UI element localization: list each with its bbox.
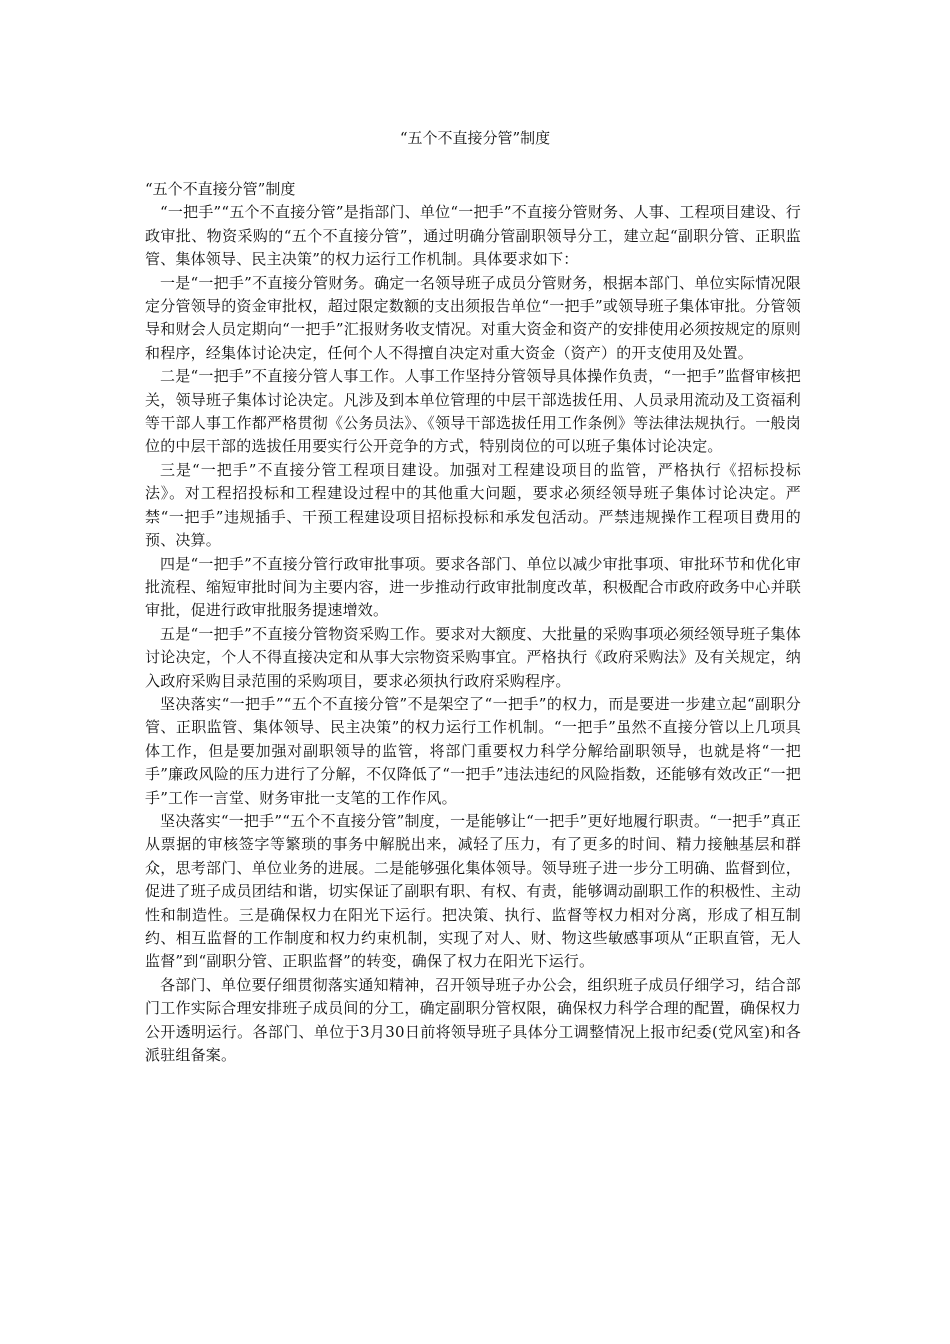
paragraph-approval: 四是“一把手”不直接分管行政审批事项。要求各部门、单位以减少审批事项、审批环节和优化审批流程、缩短审批时间为主要内容，进一步推动行政审批制度改革，积极配合市政府政务中心并联审批，促进行政审批服务提速增效。 (145, 554, 801, 620)
paragraph-personnel: 二是“一把手”不直接分管人事工作。人事工作坚持分管领导具体操作负责，“一把手”监督审核把关，领导班子集体讨论决定。凡涉及到本单位管理的中层干部选拔任用、人员录用流动及工资福利等干部人事工作都严格贯彻《公务员法》、《领导干部选拔任用工作条例》等法律法规执行。一般岗位的中层干部的选拔任用要实行公开竞争的方式，特别岗位的可以班子集体讨论决定。 (145, 367, 801, 456)
paragraph-benefits: 坚决落实“一把手”“五个不直接分管”制度，一是能够让“一把手”更好地履行职责。“一把手”真正从票据的审核签字等繁琐的事务中解脱出来，减轻了压力，有了更多的时间、精力接触基层和群众，思考部门、单位业务的进展。二是能够强化集体领导。领导班子进一步分工明确、监督到位，促进了班子成员团结和谐，切实保证了副职有职、有权、有责，能够调动副职工作的积极性、主动性和制造性。三是确保权力在阳光下运行。把决策、执行、监督等权力相对分离，形成了相互制约、相互监督的工作制度和权力约束机制，实现了对人、财、物这些敏感事项从“正职直管，无人监督”到“副职分管、正职监督”的转变，确保了权力在阳光下运行。 (145, 811, 801, 971)
paragraph-construction: 三是“一把手”不直接分管工程项目建设。加强对工程建设项目的监管，严格执行《招标投标法》。对工程招投标和工程建设过程中的其他重大问题，要求必须经领导班子集体讨论决定。严禁“一把手”违规插手、干预工程建设项目招标投标和承发包活动。严禁违规操作工程项目费用的预、决算。 (145, 460, 801, 550)
document-subtitle: “五个不直接分管”制度 (145, 180, 296, 198)
document-title: “五个不直接分管”制度 (399, 129, 551, 147)
paragraph-finance: 一是“一把手”不直接分管财务。确定一名领导班子成员分管财务，根据本部门、单位实际情况限定分管领导的资金审批权，超过限定数额的支出须报告单位“一把手”或领导班子集体审批。分管领导和财会人员定期向“一把手”汇报财务收支情况。对重大资金和资产的安排使用必须按规定的原则和程序，经集体讨论决定，任何个人不得擅自决定对重大资金（资产）的开支使用及处置。 (145, 273, 801, 362)
paragraph-intro: “一把手”“五个不直接分管”是指部门、单位“一把手”不直接分管财务、人事、工程项目建设、行政审批、物资采购的“五个不直接分管”，通过明确分管副职领导分工，建立起“副职分管、正职监管、集体领导、民主决策”的权力运行工作机制。具体要求如下： (145, 203, 801, 269)
paragraph-significance: 坚决落实“一把手”“五个不直接分管”不是架空了“一把手”的权力，而是要进一步建立起“副职分管、正职监管、集体领导、民主决策”的权力运行工作机制。“一把手”虽然不直接分管以上几项具体工作，但是要加强对副职领导的监管，将部门重要权力科学分解给副职领导，也就是将“一把手”廉政风险的压力进行了分解，不仅降低了“一把手”违法违纪的风险指数，还能够有效改正“一把手”工作一言堂、财务审批一支笔的工作作风。 (145, 694, 801, 807)
paragraph-requirements: 各部门、单位要仔细贯彻落实通知精神，召开领导班子办公会，组织班子成员仔细学习，结合部门工作实际合理安排班子成员间的分工，确定副职分管权限，确保权力科学合理的配置，确保权力公开透明运行。各部门、单位于3月30日前将领导班子具体分工调整情况上报市纪委(党风室)和各派驻组备案。 (145, 975, 801, 1065)
paragraph-procurement: 五是“一把手”不直接分管物资采购工作。要求对大额度、大批量的采购事项必须经领导班子集体讨论决定，个人不得直接决定和从事大宗物资采购事宜。严格执行《政府采购法》及有关规定，纳入政府采购目录范围的采购项目，要求必须执行政府采购程序。 (145, 624, 801, 690)
document-body (145, 178, 801, 1067)
